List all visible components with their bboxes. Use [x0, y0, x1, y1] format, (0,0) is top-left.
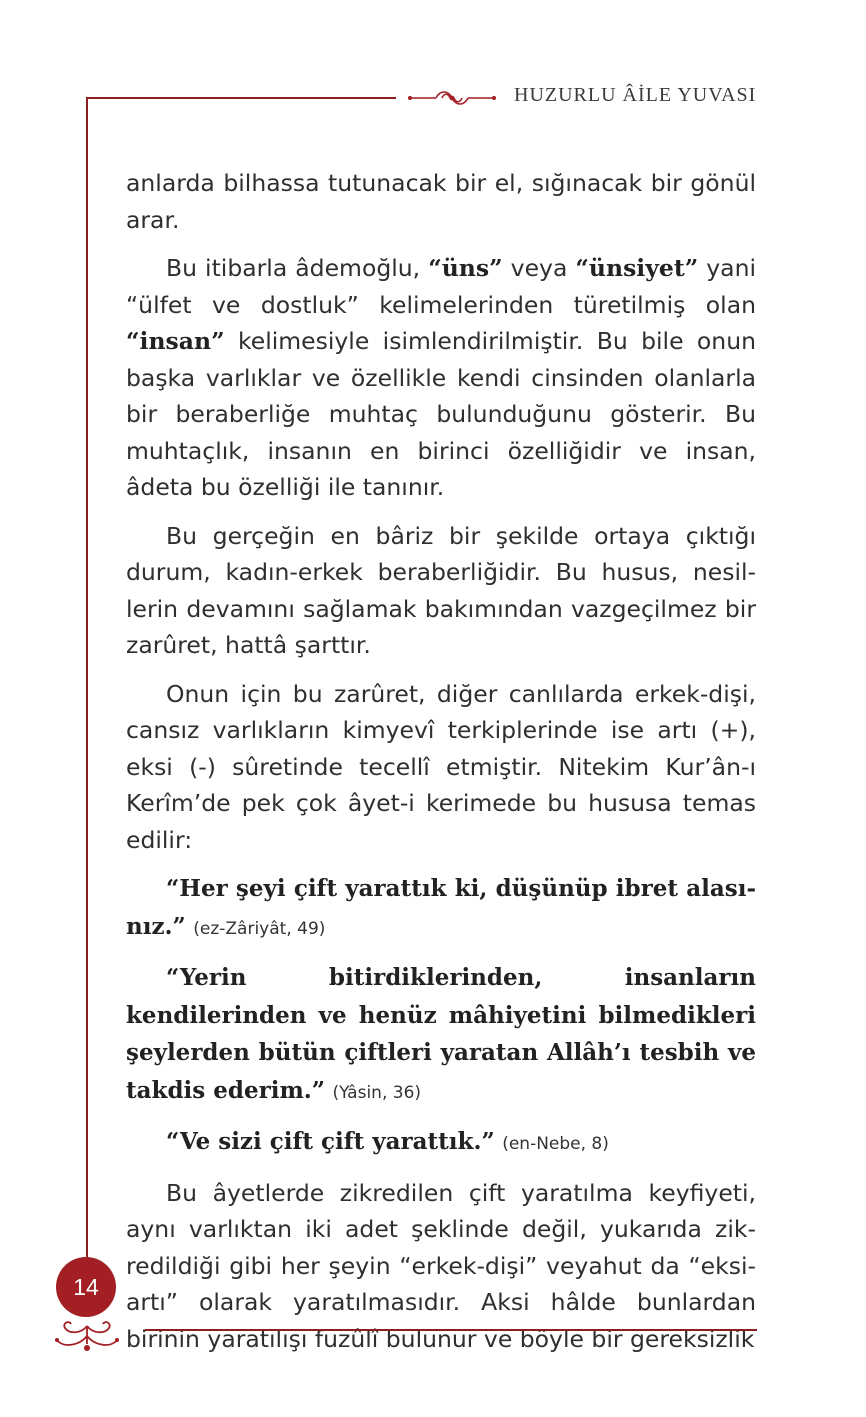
verse-text: “Ve sizi çift çift yarattık.” [166, 1128, 495, 1155]
paragraph [126, 250, 756, 506]
verse-quote [126, 959, 756, 1111]
text-run: Bu itibarla âdemoğlu, [166, 254, 429, 282]
floral-ornament-icon [50, 1320, 124, 1354]
running-title: HUZURLU ÂİLE YUVASI [514, 84, 757, 106]
verse-quote [126, 870, 756, 947]
verse-reference: (en-Nebe, 8) [502, 1134, 609, 1154]
paragraph: anlarda bilhassa tutunacak bir el, sığınacak bir gönül arar. [126, 169, 756, 234]
verse-text: “Her şeyi çift yarattık ki, düşünüp ibret alasınız.” [126, 875, 756, 940]
verse-text: “Yerin bitirdiklerinden, insanların kendilerinden ve henüz mâhiyetini bilmedikleri şeylerden bütün çiftleri yaratan Allâh’ı tesbih ve takdis ederim.” [126, 964, 756, 1104]
text-run: veya [502, 254, 576, 282]
paragraph: Onun için bu zarûret, diğer canlılarda erkek-dişi, cansız varlıkların kimyevî terkiplerinde ise artı (+), eksi (-) sûretinde tecellî etmiştir. Nitekim Kur’ân-ı Kerîm’de pek çok âyet-i kerimede bu hususa temas edilir: [126, 679, 756, 854]
keyword: “üns” [428, 254, 503, 282]
page-number-badge [56, 1257, 116, 1317]
verse-reference: (ez-Zâriyât, 49) [193, 918, 326, 939]
floral-ornament-icon [406, 88, 498, 106]
keyword: “ünsiyet” [575, 254, 699, 282]
text-run: yani “ülfet ve dostluk” kelimelerinden türetilmiş olan [126, 254, 756, 319]
page-number: 14 [73, 1273, 99, 1300]
margin-rule [86, 97, 88, 1257]
paragraph: Bu gerçeğin en bâriz bir şekilde ortaya çıktığı durum, kadın-erkek beraberliğidir. Bu husus, nesillerin devamını sağlamak bakımından vazgeçilmez bir zarûret, hattâ şarttır. [126, 521, 756, 659]
paragraph: Bu âyetlerde zikredilen çift yaratılma keyfiyeti, aynı varlıktan iki adet şeklinde değil, yukarıda zikredildiği gibi her şeyin “erkek-dişi” veyahut da “eksi-artı” olarak yaratılmasıdır. Aksi hâlde bunlardan birinin yaratılışı fuzûlî bulunur ve böyle bir gereksizlik [126, 1178, 756, 1353]
header-rule [86, 97, 396, 99]
text-run: kelimesiyle isimlendirilmiştir. Bu bile onun başka varlıklar ve özellikle kendi cinsinden olanlarla bir beraberliğe muhtaç bulunduğunu gösterir. Bu muhtaçlık, insanın en birinci özelliğidir ve insan, âdeta bu özelliği ile tanınır. [126, 327, 756, 501]
footer-rule [145, 1329, 757, 1331]
verse-quote [126, 1123, 756, 1163]
keyword: “insan” [126, 327, 225, 355]
verse-reference: (Yâsin, 36) [332, 1082, 422, 1103]
page-body [126, 165, 756, 1369]
